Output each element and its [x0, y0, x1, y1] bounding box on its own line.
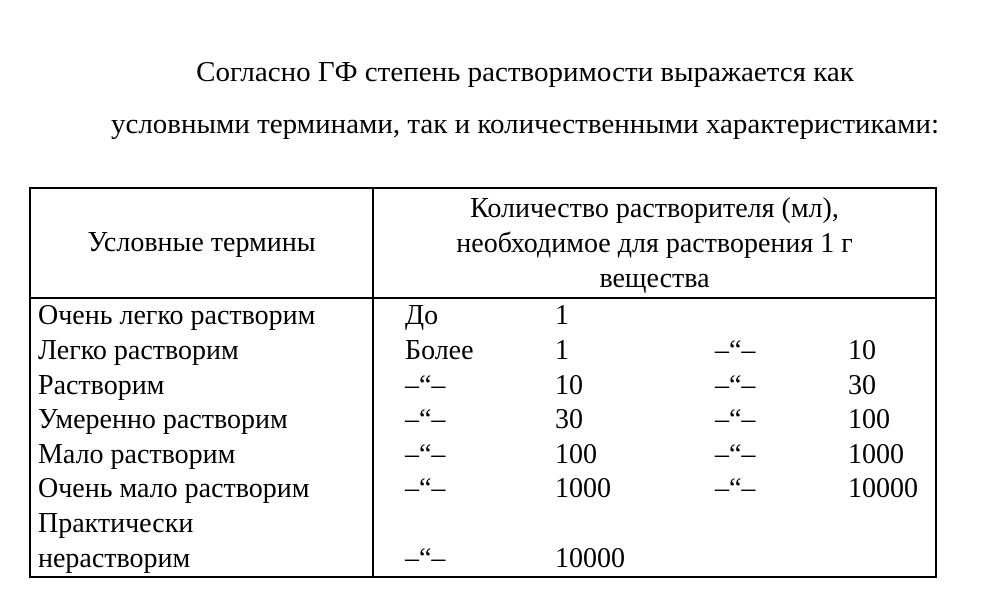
- values-cell: [374, 299, 935, 334]
- table-row: [31, 438, 935, 473]
- value2-cell: 100: [848, 404, 890, 436]
- term-cell: Очень мало растворим: [31, 472, 374, 507]
- value2-cell: 1000: [848, 438, 904, 470]
- value1-cell: 30: [555, 404, 583, 436]
- term-cell: Очень легко растворим: [31, 299, 374, 334]
- value1-cell: 10: [555, 369, 583, 401]
- term-cell: Умеренно растворим: [31, 403, 374, 438]
- qualifier-cell: –“–: [405, 369, 446, 401]
- solvent-quantity-column-header: [374, 189, 935, 297]
- terms-column-header: Условные термины: [31, 189, 374, 297]
- qualifier-cell: Более: [405, 334, 474, 366]
- document-heading: [58, 46, 992, 150]
- table-row: [31, 403, 935, 438]
- table-header-row: [31, 189, 935, 299]
- solubility-table: [29, 187, 937, 578]
- term-cell: Растворим: [31, 368, 374, 403]
- heading-line-1: Согласно ГФ степень растворимости выражается как: [196, 56, 854, 88]
- table-row: [31, 368, 935, 403]
- values-cell: [374, 541, 935, 576]
- header-line-3: вещества: [599, 262, 710, 294]
- values-cell: [374, 438, 935, 473]
- values-cell: [374, 507, 935, 542]
- value1-cell: 1: [555, 300, 569, 332]
- qualifier-cell: До: [405, 300, 439, 332]
- ditto-cell: –“–: [715, 334, 756, 366]
- table-row: [31, 299, 935, 334]
- values-cell: [374, 334, 935, 369]
- table-row: [31, 472, 935, 507]
- qualifier-cell: –“–: [405, 473, 446, 505]
- ditto-cell: –“–: [715, 473, 756, 505]
- values-cell: [374, 368, 935, 403]
- table-row: [31, 541, 935, 576]
- header-line-2: необходимое для растворения 1 г: [456, 227, 853, 259]
- ditto-cell: –“–: [715, 438, 756, 470]
- table-row: [31, 507, 935, 542]
- value2-cell: 10000: [848, 473, 918, 505]
- heading-line-2: условными терминами, так и количественными характеристиками:: [110, 108, 940, 140]
- qualifier-cell: –“–: [405, 404, 446, 436]
- term-cell: Легко растворим: [31, 334, 374, 369]
- value1-cell: 1: [555, 334, 569, 366]
- table-body: [31, 299, 935, 576]
- term-cell: Практически: [31, 507, 374, 542]
- ditto-cell: –“–: [715, 404, 756, 436]
- values-cell: [374, 472, 935, 507]
- values-cell: [374, 403, 935, 438]
- qualifier-cell: –“–: [405, 438, 446, 470]
- qualifier-cell: –“–: [405, 542, 446, 574]
- value2-cell: 10: [848, 334, 876, 366]
- term-cell: нерастворим: [31, 541, 374, 576]
- value2-cell: 30: [848, 369, 876, 401]
- value1-cell: 1000: [555, 473, 611, 505]
- term-cell: Мало растворим: [31, 438, 374, 473]
- ditto-cell: –“–: [715, 369, 756, 401]
- value1-cell: 100: [555, 438, 597, 470]
- value1-cell: 10000: [555, 542, 625, 574]
- header-line-1: Количество растворителя (мл),: [470, 192, 839, 224]
- table-row: [31, 334, 935, 369]
